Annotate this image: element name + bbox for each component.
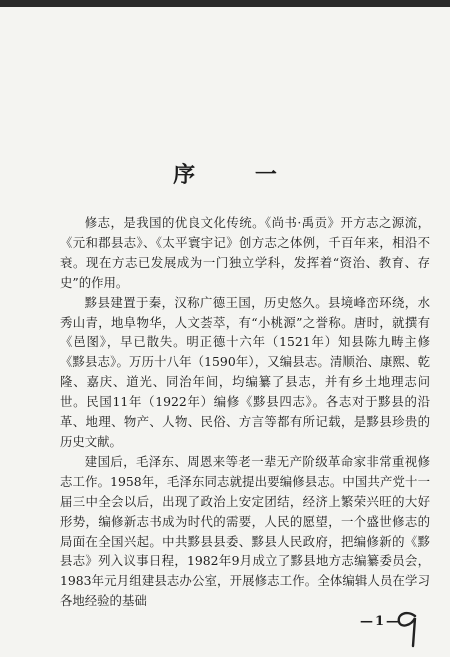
page-title: 序 一	[173, 162, 303, 188]
scan-top-edge	[0, 0, 450, 7]
paragraph-3: 建国后，毛泽东、周恩来等老一辈无产阶级革命家非常重视修志工作。1958年，毛泽东同志就提出要编修县志。中国共产党十一届三中全会以后，出现了政治上安定团结，经济上繁荣兴旺的大好形势，编修新志书成为时代的需要，人民的愿望，一个盛世修志的局面在全国兴起。中共黟县县委、黟县人民政府，把编修新的《黟县志》列入议事日程，1982年9月成立了黟县地方志编纂委员会，1983年元月组建县志办公室，开展修志工作。全体编辑人员在学习各地经验的基础	[60, 453, 430, 609]
preface-body	[60, 213, 430, 611]
paragraph-2: 黟县建置于秦，汉称广德王国，历史悠久。县境峰峦环绕，水秀山青，地阜物华，人文荟萃，有“小桃源”之誉称。唐时，就撰有《邑图》，早已散失。明正德十六年（1521年）知县陈九畴主修《黟县志》。万历十八年（1590年），又编县志。清顺治、康熙、乾隆、嘉庆、道光、同治年间，均编纂了县志，并有乡土地理志问世。民国11年（1922年）编修《黟县四志》。各志对于黟县的沿革、地理、物产、人物、民俗、方言等都有所记载，是黟县珍贵的历史文献。	[60, 294, 430, 449]
page-number: —1—	[360, 614, 402, 629]
paragraph-1: 修志，是我国的优良文化传统。《尚书·禹贡》开方志之源流，《元和郡县志》、《太平寰宇记》创方志之体例，千百年来，相沿不衰。现在方志已发展成为一门独立学科，发挥着“资治、教育、存史”的作用。	[60, 215, 430, 290]
handwritten-number-mark	[393, 606, 423, 648]
